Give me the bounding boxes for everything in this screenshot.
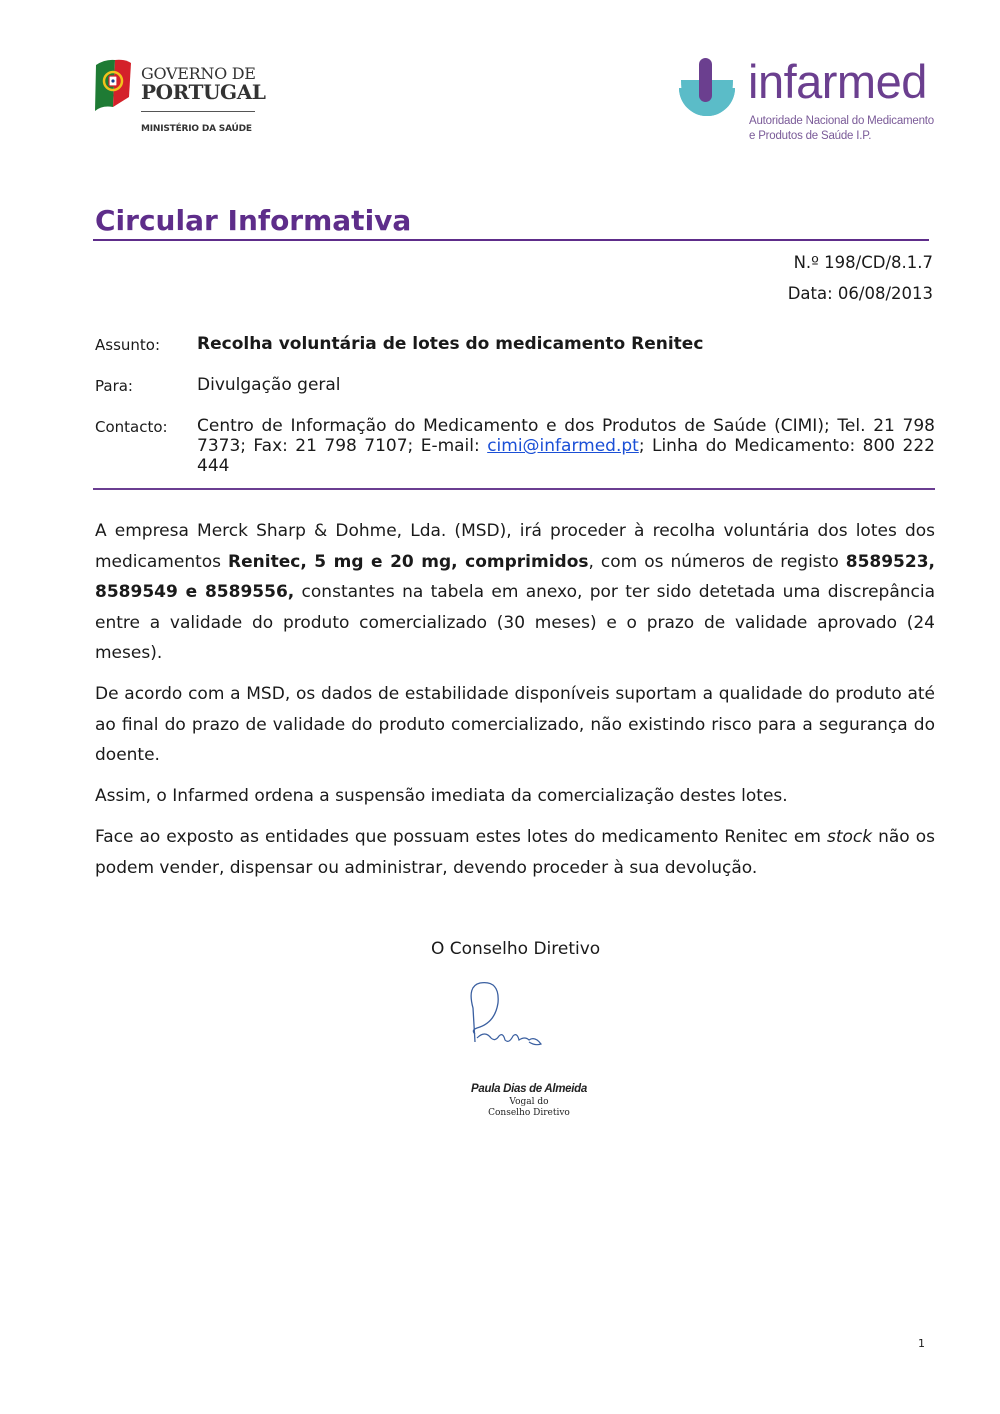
contacto-text-end: ; Linha do Medicamento: 800 222 444 — [197, 436, 935, 476]
gov-logo-line2: PORTUGAL — [141, 80, 266, 104]
contacto-text: Centro de Informação do Medicamento e dos Produtos de Saúde (CIMI); Tel. 21 798 7373; Fax: 21 798 7107; E-mail: — [197, 416, 935, 456]
portugal-flag-icon — [93, 57, 133, 113]
p1-text-2: , com os números de registo — [588, 551, 846, 572]
gov-logo-line1: GOVERNO DE — [141, 64, 256, 83]
document-date: Data: 06/08/2013 — [787, 284, 933, 303]
body-paragraph-4 — [95, 822, 935, 883]
para-label: Para: — [95, 377, 133, 395]
signoff: O Conselho Diretivo — [431, 939, 601, 959]
contacto-label: Contacto: — [95, 418, 168, 436]
document-title: Circular Informativa — [95, 204, 412, 237]
infarmed-mark-icon — [676, 58, 738, 122]
p4-text-2: não os podem vender, dispensar ou administrar, devendo proceder à sua devolução. — [95, 827, 935, 878]
infarmed-wordmark: infarmed — [748, 55, 927, 108]
signatory-role-line1: Vogal do — [509, 1097, 549, 1107]
para-value: Divulgação geral — [197, 375, 341, 395]
p1-product: Renitec, 5 mg e 20 mg, comprimidos — [228, 551, 589, 572]
meta-divider — [93, 488, 935, 490]
p4-stock: stock — [826, 827, 873, 847]
p4-text: Face ao exposto as entidades que possuam estes lotes do medicamento Renitec em — [95, 827, 827, 847]
email-link[interactable]: cimi@infarmed.pt — [487, 436, 639, 456]
assunto-label: Assunto: — [95, 336, 161, 354]
gov-logo-ministry: MINISTÉRIO DA SAÚDE — [141, 124, 252, 134]
governo-de-portugal-logo — [93, 57, 266, 139]
gov-logo-divider — [141, 111, 255, 112]
signatory-role — [476, 1097, 582, 1119]
signatory-name: Paula Dias de Almeida — [471, 1083, 587, 1095]
infarmed-subtitle-line2: e Produtos de Saúde I.P. — [749, 130, 872, 142]
p1-text: A empresa Merck Sharp & Dohme, Lda. (MSD), irá proceder à recolha voluntária dos lotes dos medicamentos — [95, 521, 935, 572]
signatory-role-line2: Conselho Diretivo — [488, 1108, 570, 1118]
p1-text-3: constantes na tabela em anexo, por ter sido detetada uma discrepância entre a validade do produto comercializado (30 meses) e o prazo de validade aprovado (24 meses). — [95, 582, 935, 664]
title-divider — [93, 239, 929, 241]
assunto-value: Recolha voluntária de lotes do medicamento Renitec — [197, 334, 704, 354]
infarmed-subtitle-line1: Autoridade Nacional do Medicamento — [749, 115, 934, 127]
handwritten-signature — [455, 978, 550, 1053]
body-paragraph-3: Assim, o Infarmed ordena a suspensão imediata da comercialização destes lotes. — [95, 786, 788, 806]
body-paragraph-2: De acordo com a MSD, os dados de estabilidade disponíveis suportam a qualidade do produto até ao final do prazo de validade do produto comercializado, não existindo risco para a segurança do doente. — [95, 684, 935, 766]
body-paragraph-1 — [95, 516, 935, 669]
contacto-value — [197, 416, 935, 476]
page-number: 1 — [918, 1337, 925, 1350]
infarmed-logo — [676, 55, 936, 148]
infarmed-subtitle — [749, 114, 934, 144]
p1-registration-numbers: 8589523, 8589549 e 8589556, — [95, 551, 935, 603]
reference-number: N.º 198/CD/8.1.7 — [793, 253, 933, 272]
